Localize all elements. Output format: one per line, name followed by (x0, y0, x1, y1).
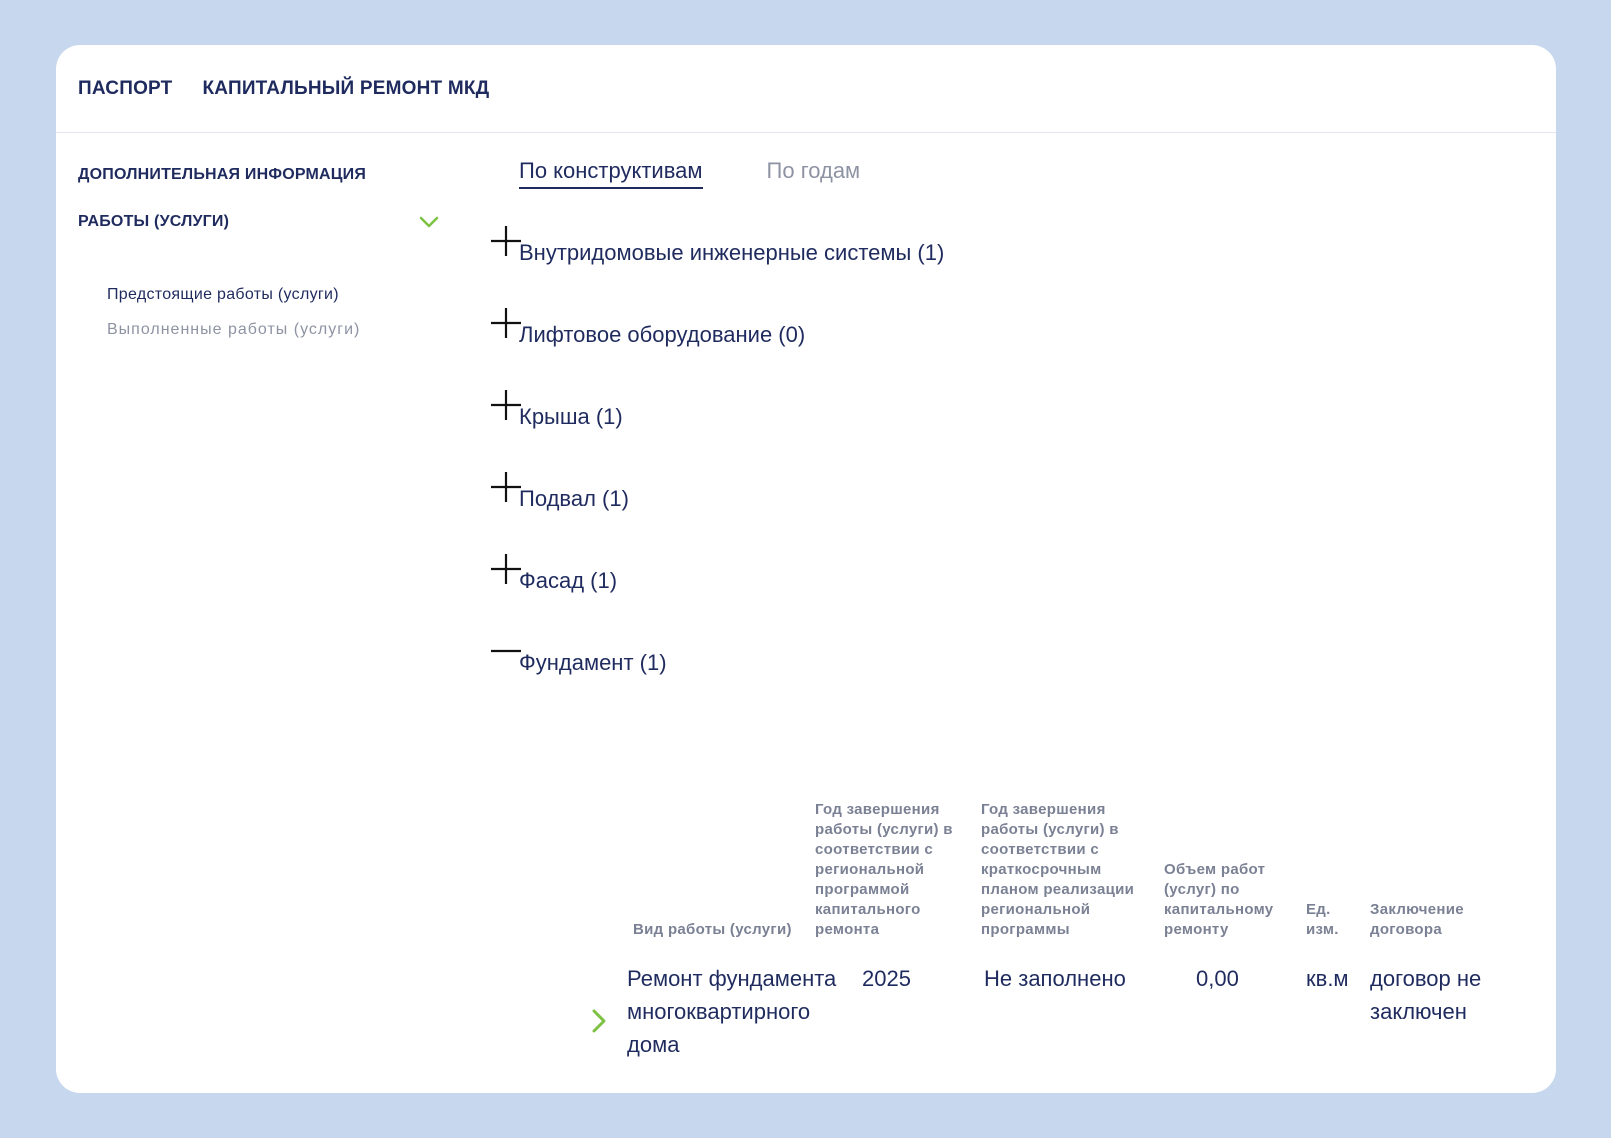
works-sub-list (107, 285, 458, 340)
cell-year-short-term: Не заполнено (984, 966, 1126, 991)
column-header-work-type: Вид работы (услуги) (633, 921, 792, 938)
main-card (56, 45, 1556, 1093)
cell-contract: договор не заключен (1370, 966, 1482, 1024)
plus-icon[interactable] (490, 389, 522, 421)
plus-icon[interactable] (490, 553, 522, 585)
tab-by-years[interactable]: По годам (766, 158, 861, 183)
plus-icon[interactable] (490, 471, 522, 503)
column-header-year-regional: Год завершения работы (услуги) в соответствии с региональной программой капитального ремонта (815, 801, 953, 938)
column-header-volume: Объем работ (услуг) по капитальному ремонту (1164, 861, 1274, 938)
nav-capital-repair[interactable]: КАПИТАЛЬНЫЙ РЕМОНТ МКД (202, 77, 490, 99)
cell-unit: кв.м (1306, 966, 1349, 991)
column-header-unit: Ед. изм. (1306, 901, 1339, 938)
accordion-item-engineering[interactable] (490, 225, 1490, 307)
sidebar (78, 165, 458, 340)
accordion-label: Внутридомовые инженерные системы (1) (519, 240, 945, 265)
nav-passport[interactable]: ПАСПОРТ (78, 77, 173, 99)
sidebar-item-additional-info[interactable]: ДОПОЛНИТЕЛЬНАЯ ИНФОРМАЦИЯ (78, 166, 367, 183)
plus-icon[interactable] (490, 225, 522, 257)
top-navigation (56, 45, 1556, 133)
minus-icon[interactable] (490, 635, 522, 667)
chevron-down-icon[interactable] (418, 212, 440, 232)
sidebar-item-completed-works[interactable]: Выполненные работы (услуги) (107, 321, 361, 338)
accordion-item-roof[interactable] (490, 389, 1490, 471)
sidebar-item-upcoming-works[interactable]: Предстоящие работы (услуги) (107, 286, 339, 303)
table-header (516, 778, 1546, 940)
structure-accordion (490, 225, 1490, 717)
accordion-item-foundation[interactable] (490, 635, 1490, 717)
accordion-label: Подвал (1) (519, 486, 629, 511)
plus-icon[interactable] (490, 307, 522, 339)
accordion-label: Лифтовое оборудование (0) (519, 322, 806, 347)
table-row[interactable] (516, 962, 1546, 1082)
column-header-contract: Заключение договора (1370, 901, 1464, 938)
accordion-label: Крыша (1) (519, 404, 623, 429)
accordion-label: Фундамент (1) (519, 650, 667, 675)
accordion-item-basement[interactable] (490, 471, 1490, 553)
view-tabs (519, 157, 924, 189)
cell-volume: 0,00 (1196, 966, 1239, 991)
tab-by-structure[interactable]: По конструктивам (519, 157, 703, 189)
cell-year-regional: 2025 (862, 966, 911, 991)
column-header-year-short-term: Год завершения работы (услуги) в соответствии с краткосрочным планом реализации региональной программы (981, 801, 1135, 938)
accordion-item-elevator[interactable] (490, 307, 1490, 389)
accordion-label: Фасад (1) (519, 568, 618, 593)
cell-work-type: Ремонт фундамента многоквартирного дома (627, 966, 837, 1057)
works-table (516, 778, 1546, 1082)
chevron-right-icon[interactable] (589, 1008, 609, 1034)
sidebar-item-works[interactable] (78, 212, 438, 232)
sidebar-item-works-label: РАБОТЫ (УСЛУГИ) (78, 213, 230, 230)
accordion-item-facade[interactable] (490, 553, 1490, 635)
